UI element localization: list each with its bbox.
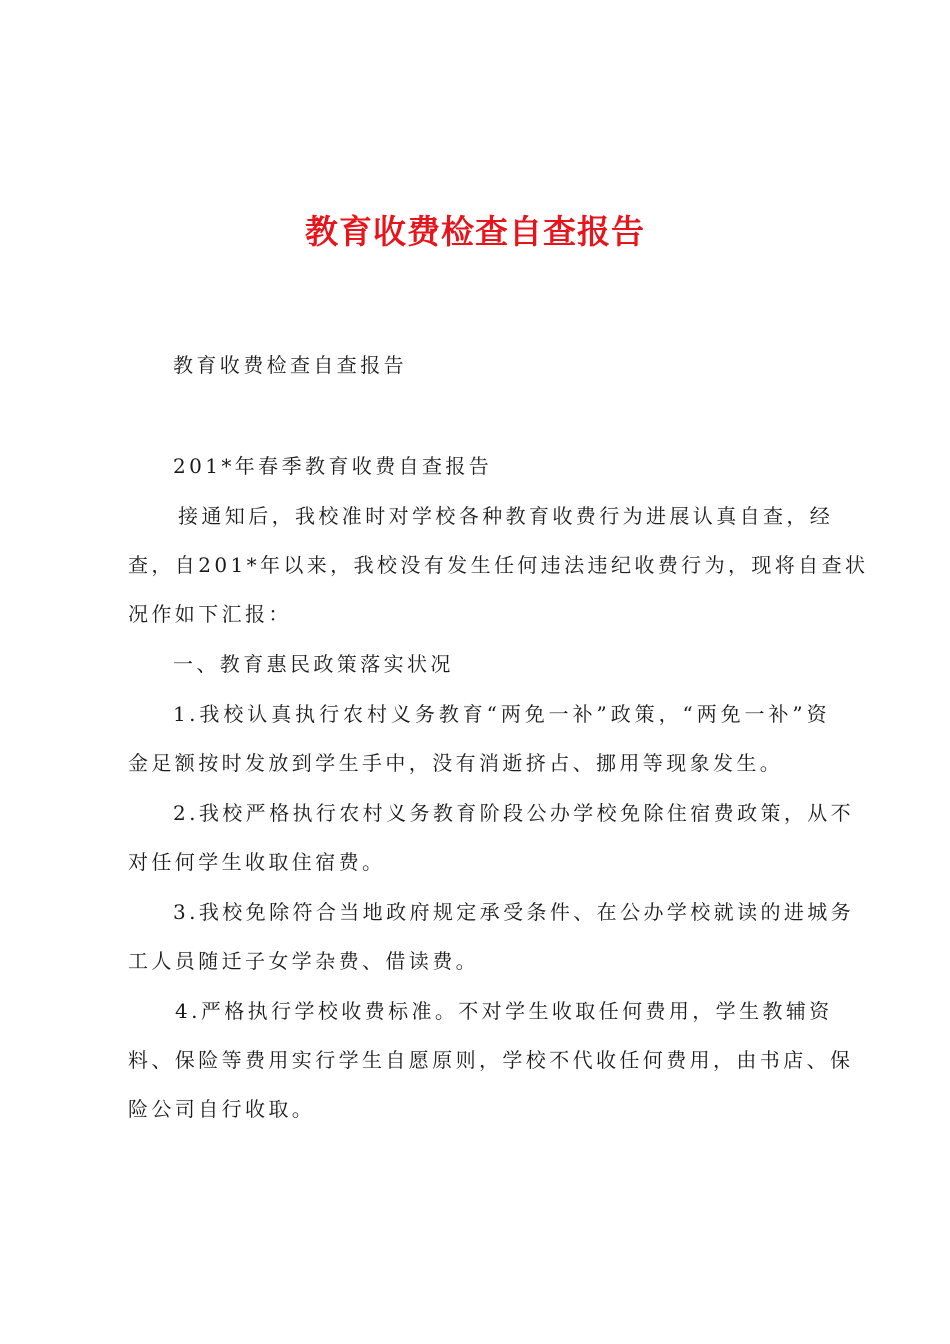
section-title: 一、教育惠民政策落实状况 <box>173 652 454 676</box>
item-1-line-1: 1.我校认真执行农村义务教育“两免一补”政策，“两免一补”资 <box>173 702 830 726</box>
subtitle: 教育收费检查自查报告 <box>173 353 407 377</box>
item-2-line-2: 对任何学生收取住宿费。 <box>128 850 386 874</box>
item-1-line-2: 金足额按时发放到学生手中，没有消逝挤占、挪用等现象发生。 <box>128 751 784 775</box>
document-title: 教育收费检查自查报告 <box>305 212 645 251</box>
report-heading: 201*年春季教育收费自查报告 <box>173 454 493 478</box>
item-4-line-2: 料、保险等费用实行学生自愿原则，学校不代收任何费用，由书店、保 <box>128 1048 854 1072</box>
item-3-line-2: 工人员随迁子女学杂费、借读费。 <box>128 949 479 973</box>
item-3-line-1: 3.我校免除符合当地政府规定承受条件、在公办学校就读的进城务 <box>173 900 855 924</box>
intro-line-3: 况作如下汇报： <box>128 602 292 626</box>
item-4-line-3: 险公司自行收取。 <box>128 1097 316 1121</box>
item-2-line-1: 2.我校严格执行农村义务教育阶段公办学校免除住宿费政策，从不 <box>173 801 855 825</box>
intro-line-1: 接通知后，我校准时对学校各种教育收费行为进展认真自查，经 <box>178 504 834 528</box>
item-4-line-1: 4.严格执行学校收费标准。不对学生收取任何费用，学生教辅资 <box>175 999 833 1023</box>
intro-line-2: 查，自201*年以来，我校没有发生任何违法违纪收费行为，现将自查状 <box>128 553 869 577</box>
